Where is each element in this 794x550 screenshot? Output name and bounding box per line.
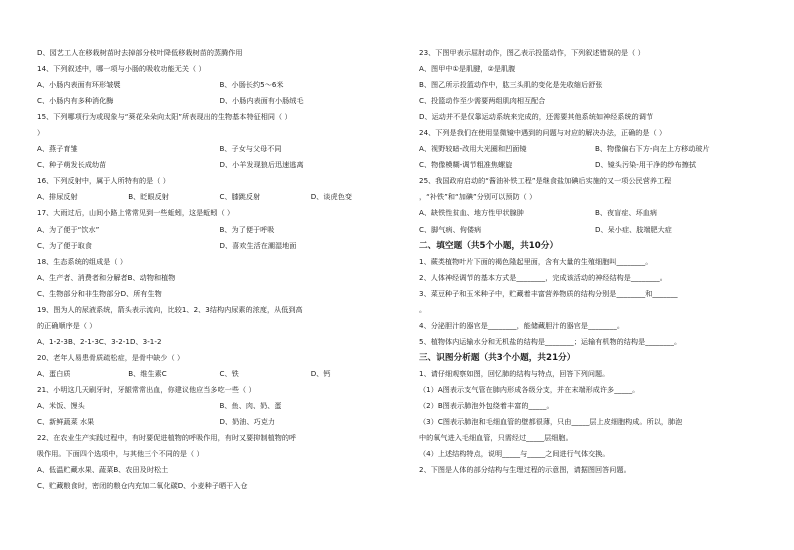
text-line: 17、大雨过后，山间小路上常常见到一些蚯蚓，这是蚯蚓（ ） xyxy=(37,208,235,218)
option-row xyxy=(37,366,402,382)
option-a: C、新鲜蔬菜 水果 xyxy=(37,417,95,427)
option-row xyxy=(37,222,402,238)
text-line: 的正确顺序是（ ） xyxy=(37,320,97,330)
option-row xyxy=(37,93,402,109)
text-line: 21、小明这几天刷牙时，牙龈常常出血，你建议他应当多吃一些（ ） xyxy=(37,384,256,394)
option-row xyxy=(419,157,771,173)
option-b xyxy=(220,270,403,286)
text-line: C、投篮动作至少需要两组肌肉相互配合 xyxy=(419,96,546,106)
text-line: （3）C图表示肺泡和毛细血管的壁都很薄，只由_____层上皮细胞构成。所以，肺泡 xyxy=(419,417,683,427)
text-line: 5、植物体内运输水分和无机盐的结构是________；运输有机物的结构是________。 xyxy=(419,336,682,346)
option-row xyxy=(37,157,402,173)
text-line: 4、分泌胆汁的器官是________，能储藏胆汁的器官是________。 xyxy=(419,320,624,330)
text-line: 吸作用。下面四个选项中，与其他三个不同的是（ ） xyxy=(37,449,204,459)
text-line: B、图乙所示投篮动作中，肱三头肌的变化是先收缩后舒张 xyxy=(419,80,603,90)
option-b: D、小羊发现狼后迅速逃离 xyxy=(219,160,304,170)
option-d xyxy=(311,334,402,350)
option-a: A、生产者、消费者和分解者B、动物和植物 xyxy=(37,272,176,282)
option-a: C、种子萌发长成幼苗 xyxy=(37,160,107,170)
option-c: C、铁 xyxy=(219,368,239,378)
text-line: （1）A图表示支气管在肺内形成各级分支，并在末端形成许多_____。 xyxy=(419,384,640,394)
option-row xyxy=(37,414,402,430)
text-line: 15、下列哪项行为或现象与“葵花朵朵向太阳”所表现出的生物基本特征相同（ ） xyxy=(37,112,292,122)
option-b: D、小肠内表面有小肠绒毛 xyxy=(219,96,304,106)
option-row xyxy=(37,238,402,254)
text-line: 。 xyxy=(419,304,427,314)
option-row xyxy=(419,141,771,157)
option-row xyxy=(419,205,771,221)
option-b: B、子女与父母不同 xyxy=(219,144,282,154)
option-row xyxy=(37,77,402,93)
option-a: A、蛋白质 xyxy=(37,368,71,378)
text-line: 20、老年人易患骨质疏松症，是骨中缺少（ ） xyxy=(37,352,185,362)
text-line: 14、下列叙述中，哪一项与小肠的吸收功能无关（ ） xyxy=(37,64,206,74)
text-line: 1、蕨类植物叶片下面的褐色隆起里面，含有大量的生殖细胞叫________。 xyxy=(419,256,653,266)
option-b: B、夜盲症、坏血病 xyxy=(595,208,658,218)
text-line: （4）上述结构特点，说明_____与_____之间进行气体交换。 xyxy=(419,449,610,459)
text-line: 中的氧气进入毛细血管，只需经过_____层细胞。 xyxy=(419,433,573,443)
option-a: A、为了便于“饮水” xyxy=(37,224,100,234)
text-line: A、图甲中①是肌腱，②是肌腹 xyxy=(419,64,516,74)
option-b: B、小肠长约5～6米 xyxy=(219,80,284,90)
option-a: C、小肠内有多种消化酶 xyxy=(37,96,114,106)
option-a: A、小肠内表面有环形皱襞 xyxy=(37,80,121,90)
option-row xyxy=(37,334,402,350)
option-row xyxy=(37,398,402,414)
option-b xyxy=(128,334,219,350)
text-line: D、园艺工人在移栽树苗时去掉部分枝叶降低移栽树苗的蒸腾作用 xyxy=(37,48,243,57)
text-line: C、贮藏粮食时，密闭的粮仓内充加二氧化碳D、小麦种子晒干入仓 xyxy=(37,481,248,491)
option-a: C、生物部分和非生物部分D、所有生物 xyxy=(37,288,162,298)
option-a: A、视野较暗-改用大光圈和凹面镜 xyxy=(419,144,527,154)
option-a: A、缺铁性贫血、地方性甲状腺肿 xyxy=(419,208,524,218)
text-line: 24、下列是我们在使用显微镜中遇到的问题与对应的解决办法，正确的是（ ） xyxy=(419,128,667,138)
text-line: 25、我国政府启动的“酱油补铁工程”是继食盐加碘后实施的又一项公民营养工程 xyxy=(419,176,672,186)
text-line: ） xyxy=(37,128,45,138)
text-line: 19、图为人的尿液系统，箭头表示流向，比较1、2、3结构内尿素的浓度，从低到高 xyxy=(37,304,303,314)
option-a: A、燕子育雏 xyxy=(37,144,78,154)
option-b: D、呆小症、肢端肥大症 xyxy=(595,224,672,234)
option-c xyxy=(220,334,311,350)
option-row xyxy=(37,286,402,302)
section-heading: 三、识图分析题（共3个小题，共21分） xyxy=(419,352,576,363)
text-line: 1、请仔细观察如图，回忆肺的结构与特点，回答下列问题。 xyxy=(419,368,610,378)
text-line: 23、下图甲表示屈肘动作，图乙表示投篮动作，下列叙述错误的是（ ） xyxy=(419,48,645,57)
text-line: A、低温贮藏水果、蔬菜B、农田及时松土 xyxy=(37,465,169,475)
right-column xyxy=(419,45,771,478)
option-b: D、奶油、巧克力 xyxy=(219,417,276,427)
option-c: C、膝跳反射 xyxy=(219,192,261,202)
text-line: （2）B图表示肺泡外包绕着丰富的_____。 xyxy=(419,401,554,411)
text-line: ，“补铁”和“加碘”分别可以预防（ ） xyxy=(419,192,537,202)
option-a: A、1-2-3B、2-1-3C、3-2-1D、3-1-2 xyxy=(37,336,162,346)
option-b: B、维生素C xyxy=(128,368,167,378)
option-a: A、米饭、馒头 xyxy=(37,401,85,411)
option-b: B、物像偏右下方-向左上方移动玻片 xyxy=(595,144,710,154)
option-row xyxy=(419,222,771,238)
option-b: D、喜欢生活在潮湿地面 xyxy=(219,240,297,250)
option-row xyxy=(37,141,402,157)
left-column xyxy=(37,45,402,494)
text-line: D、运动并不是仅靠运动系统来完成的，还需要其他系统如神经系统的调节 xyxy=(419,112,654,122)
option-d: D、谈虎色变 xyxy=(310,192,352,202)
text-line: 22、在农业生产实践过程中，有时要促进植物的呼吸作用，有时又要抑制植物的呼 xyxy=(37,433,297,443)
option-d: D、钙 xyxy=(310,368,331,378)
text-line: 18、生态系统的组成是（ ） xyxy=(37,256,128,266)
option-a: A、排尿反射 xyxy=(37,192,78,202)
option-b: B、为了便于呼吸 xyxy=(219,224,275,234)
option-b: B、眨眼反射 xyxy=(128,192,169,202)
option-b: D、镜头污染-用干净的纱布擦拭 xyxy=(595,160,696,170)
option-a: C、脚气病、佝偻病 xyxy=(419,224,482,234)
option-row xyxy=(37,189,402,205)
option-a: C、物像模糊-调节粗准焦螺旋 xyxy=(419,160,513,170)
option-row xyxy=(37,270,402,286)
text-line: 2、人体神经调节的基本方式是________，完成该活动的神经结构是________。 xyxy=(419,272,667,282)
section-heading: 二、填空题（共5个小题，共10分） xyxy=(419,240,559,251)
text-line: 16、下列反射中，属于人所特有的是（ ） xyxy=(37,176,170,186)
option-b xyxy=(220,286,403,302)
option-b: B、鱼、肉、奶、蛋 xyxy=(219,401,282,411)
option-a: C、为了便于取食 xyxy=(37,240,93,250)
text-line: 3、菜豆种子和玉米种子中，贮藏着丰富营养物质的结构分别是________和_______ xyxy=(419,288,678,298)
text-line: 2、下图是人体的部分结构与生理过程的示意图，请据图回答问题。 xyxy=(419,465,631,475)
